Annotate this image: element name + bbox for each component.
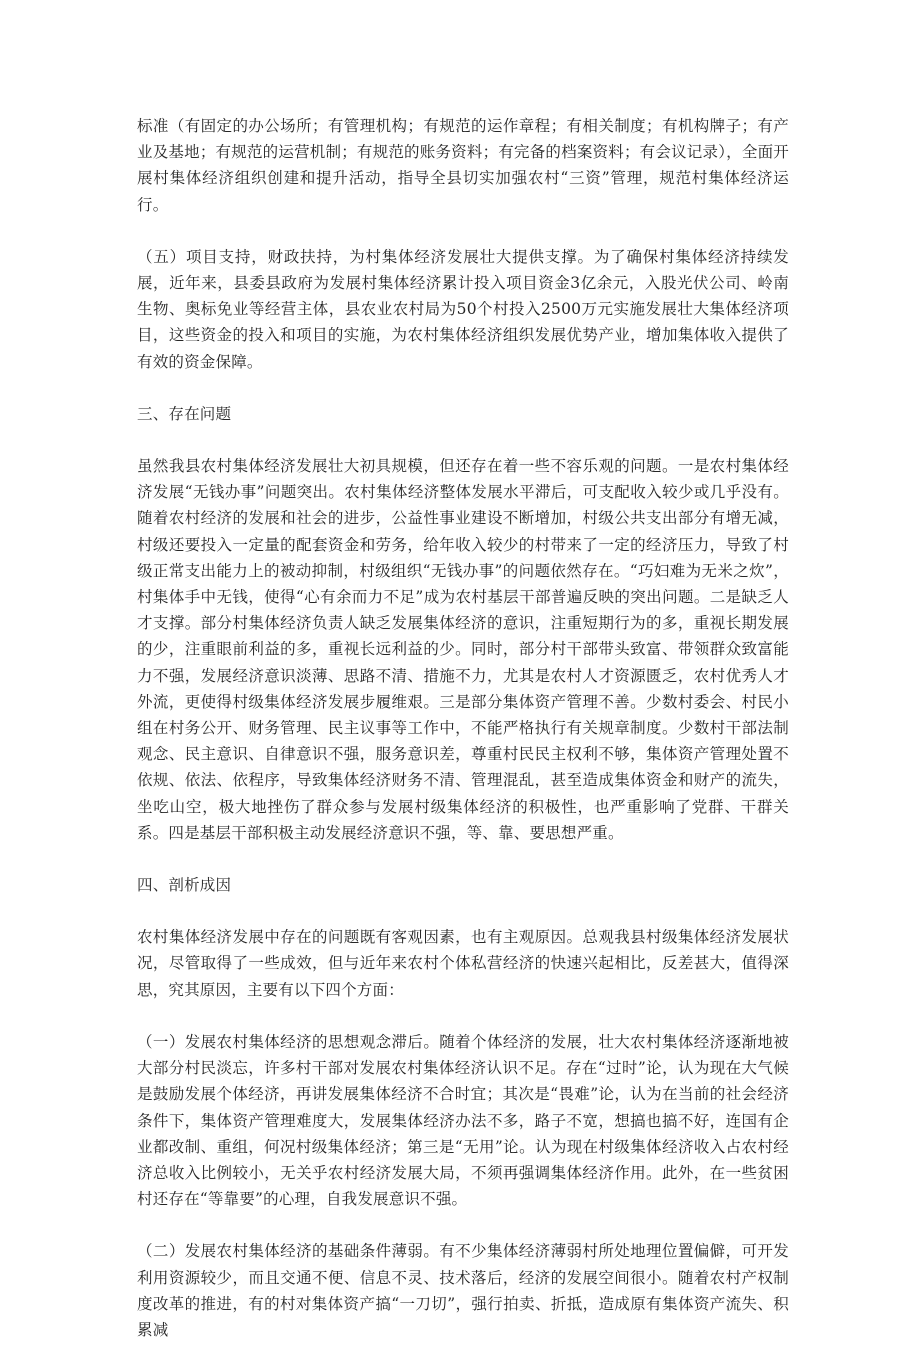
paragraph-standards: 标准（有固定的办公场所；有管理机构；有规范的运作章程；有相关制度；有机构牌子；有产业及基地；有规范的运营机制；有规范的账务资料；有完备的档案资料；有会议记录），全面开展村集体经济组织创建和提升活动，指导全县切实加强农村“三资”管理，规范村集体经济运行。 [137, 117, 789, 214]
paragraph-cause-foundation: （二）发展农村集体经济的基础条件薄弱。有不少集体经济薄弱村所处地理位置偏僻，可开发利用资源较少，而且交通不便、信息不灵、技术落后，经济的发展空间很小。随着农村产权制度改革的推进，有的村对集体资产搞“一刀切”，强行拍卖、折抵，造成原有集体资产流失、积累减 [137, 1242, 789, 1339]
paragraph-problems: 虽然我县农村集体经济发展壮大初具规模，但还存在着一些不容乐观的问题。一是农村集体经济发展“无钱办事”问题突出。农村集体经济整体发展水平滞后，可支配收入较少或几乎没有。随着农村经济的发展和社会的进步，公益性事业建设不断增加，村级公共支出部分有增无减，村级还要投入一定量的配套资金和劳务，给年收入较少的村带来了一定的经济压力，导致了村级正常支出能力上的被动抑制，村级组织“无钱办事”的问题依然存在。“巧妇难为无米之炊”，村集体手中无钱，使得“心有余而力不足”成为农村基层干部普遍反映的突出问题。二是缺乏人才支撑。部分村集体经济负责人缺乏发展集体经济的意识，注重短期行为的多，重视长期发展的少，注重眼前利益的多，重视长远利益的少。同时，部分村干部带头致富、带领群众致富能力不强，发展经济意识淡薄、思路不清、措施不力，尤其是农村人才资源匮乏，农村优秀人才外流，更使得村级集体经济发展步履维艰。三是部分集体资产管理不善。少数村委会、村民小组在村务公开、财务管理、民主议事等工作中，不能严格执行有关规章制度。少数村干部法制观念、民主意识、自律意识不强，服务意识差，尊重村民民主权利不够，集体资产管理处置不依规、依法、依程序，导致集体经济财务不清、管理混乱，甚至造成集体资金和财产的流失，坐吃山空，极大地挫伤了群众参与发展村级集体经济的积极性，也严重影响了党群、干群关系。四是基层干部积极主动发展经济意识不强，等、靠、要思想严重。 [137, 457, 789, 842]
heading-existing-problems: 三、存在问题 [137, 404, 232, 423]
heading-cause-analysis: 四、剖析成因 [137, 876, 232, 895]
paragraph-cause-ideas: （一）发展农村集体经济的思想观念滞后。随着个体经济的发展，壮大农村集体经济逐渐地被大部分村民淡忘，许多村干部对发展农村集体经济认识不足。存在“过时”论，认为现在大气候是鼓励发展个体经济，再讲发展集体经济不合时宜；其次是“畏难”论，认为在当前的社会经济条件下，集体资产管理难度大，发展集体经济办法不多，路子不宽，想搞也搞不好，连国有企业都改制、重组，何况村级集体经济；第三是“无用”论。认为现在村级集体经济收入占农村经济总收入比例较小，无关乎农村经济发展大局，不须再强调集体经济作用。此外，在一些贫困村还存在“等靠要”的心理，自我发展意识不强。 [137, 1032, 789, 1209]
paragraph-project-support: （五）项目支持，财政扶持，为村集体经济发展壮大提供支撑。为了确保村集体经济持续发展，近年来，县委县政府为发展村集体经济累计投入项目资金3亿余元，入股光伏公司、岭南生物、奥标免业等经营主体，县农业农村局为50个村投入2500万元实施发展壮大集体经济项目，这些资金的投入和项目的实施，为农村集体经济组织发展优势产业，增加集体收入提供了有效的资金保障。 [137, 247, 789, 371]
document-body [137, 113, 789, 1369]
paragraph-cause-intro: 农村集体经济发展中存在的问题既有客观因素，也有主观原因。总观我县村级集体经济发展状况，尽管取得了一些成效，但与近年来农村个体私营经济的快速兴起相比，反差甚大，值得深思，究其原因，主要有以下四个方面： [137, 928, 789, 999]
